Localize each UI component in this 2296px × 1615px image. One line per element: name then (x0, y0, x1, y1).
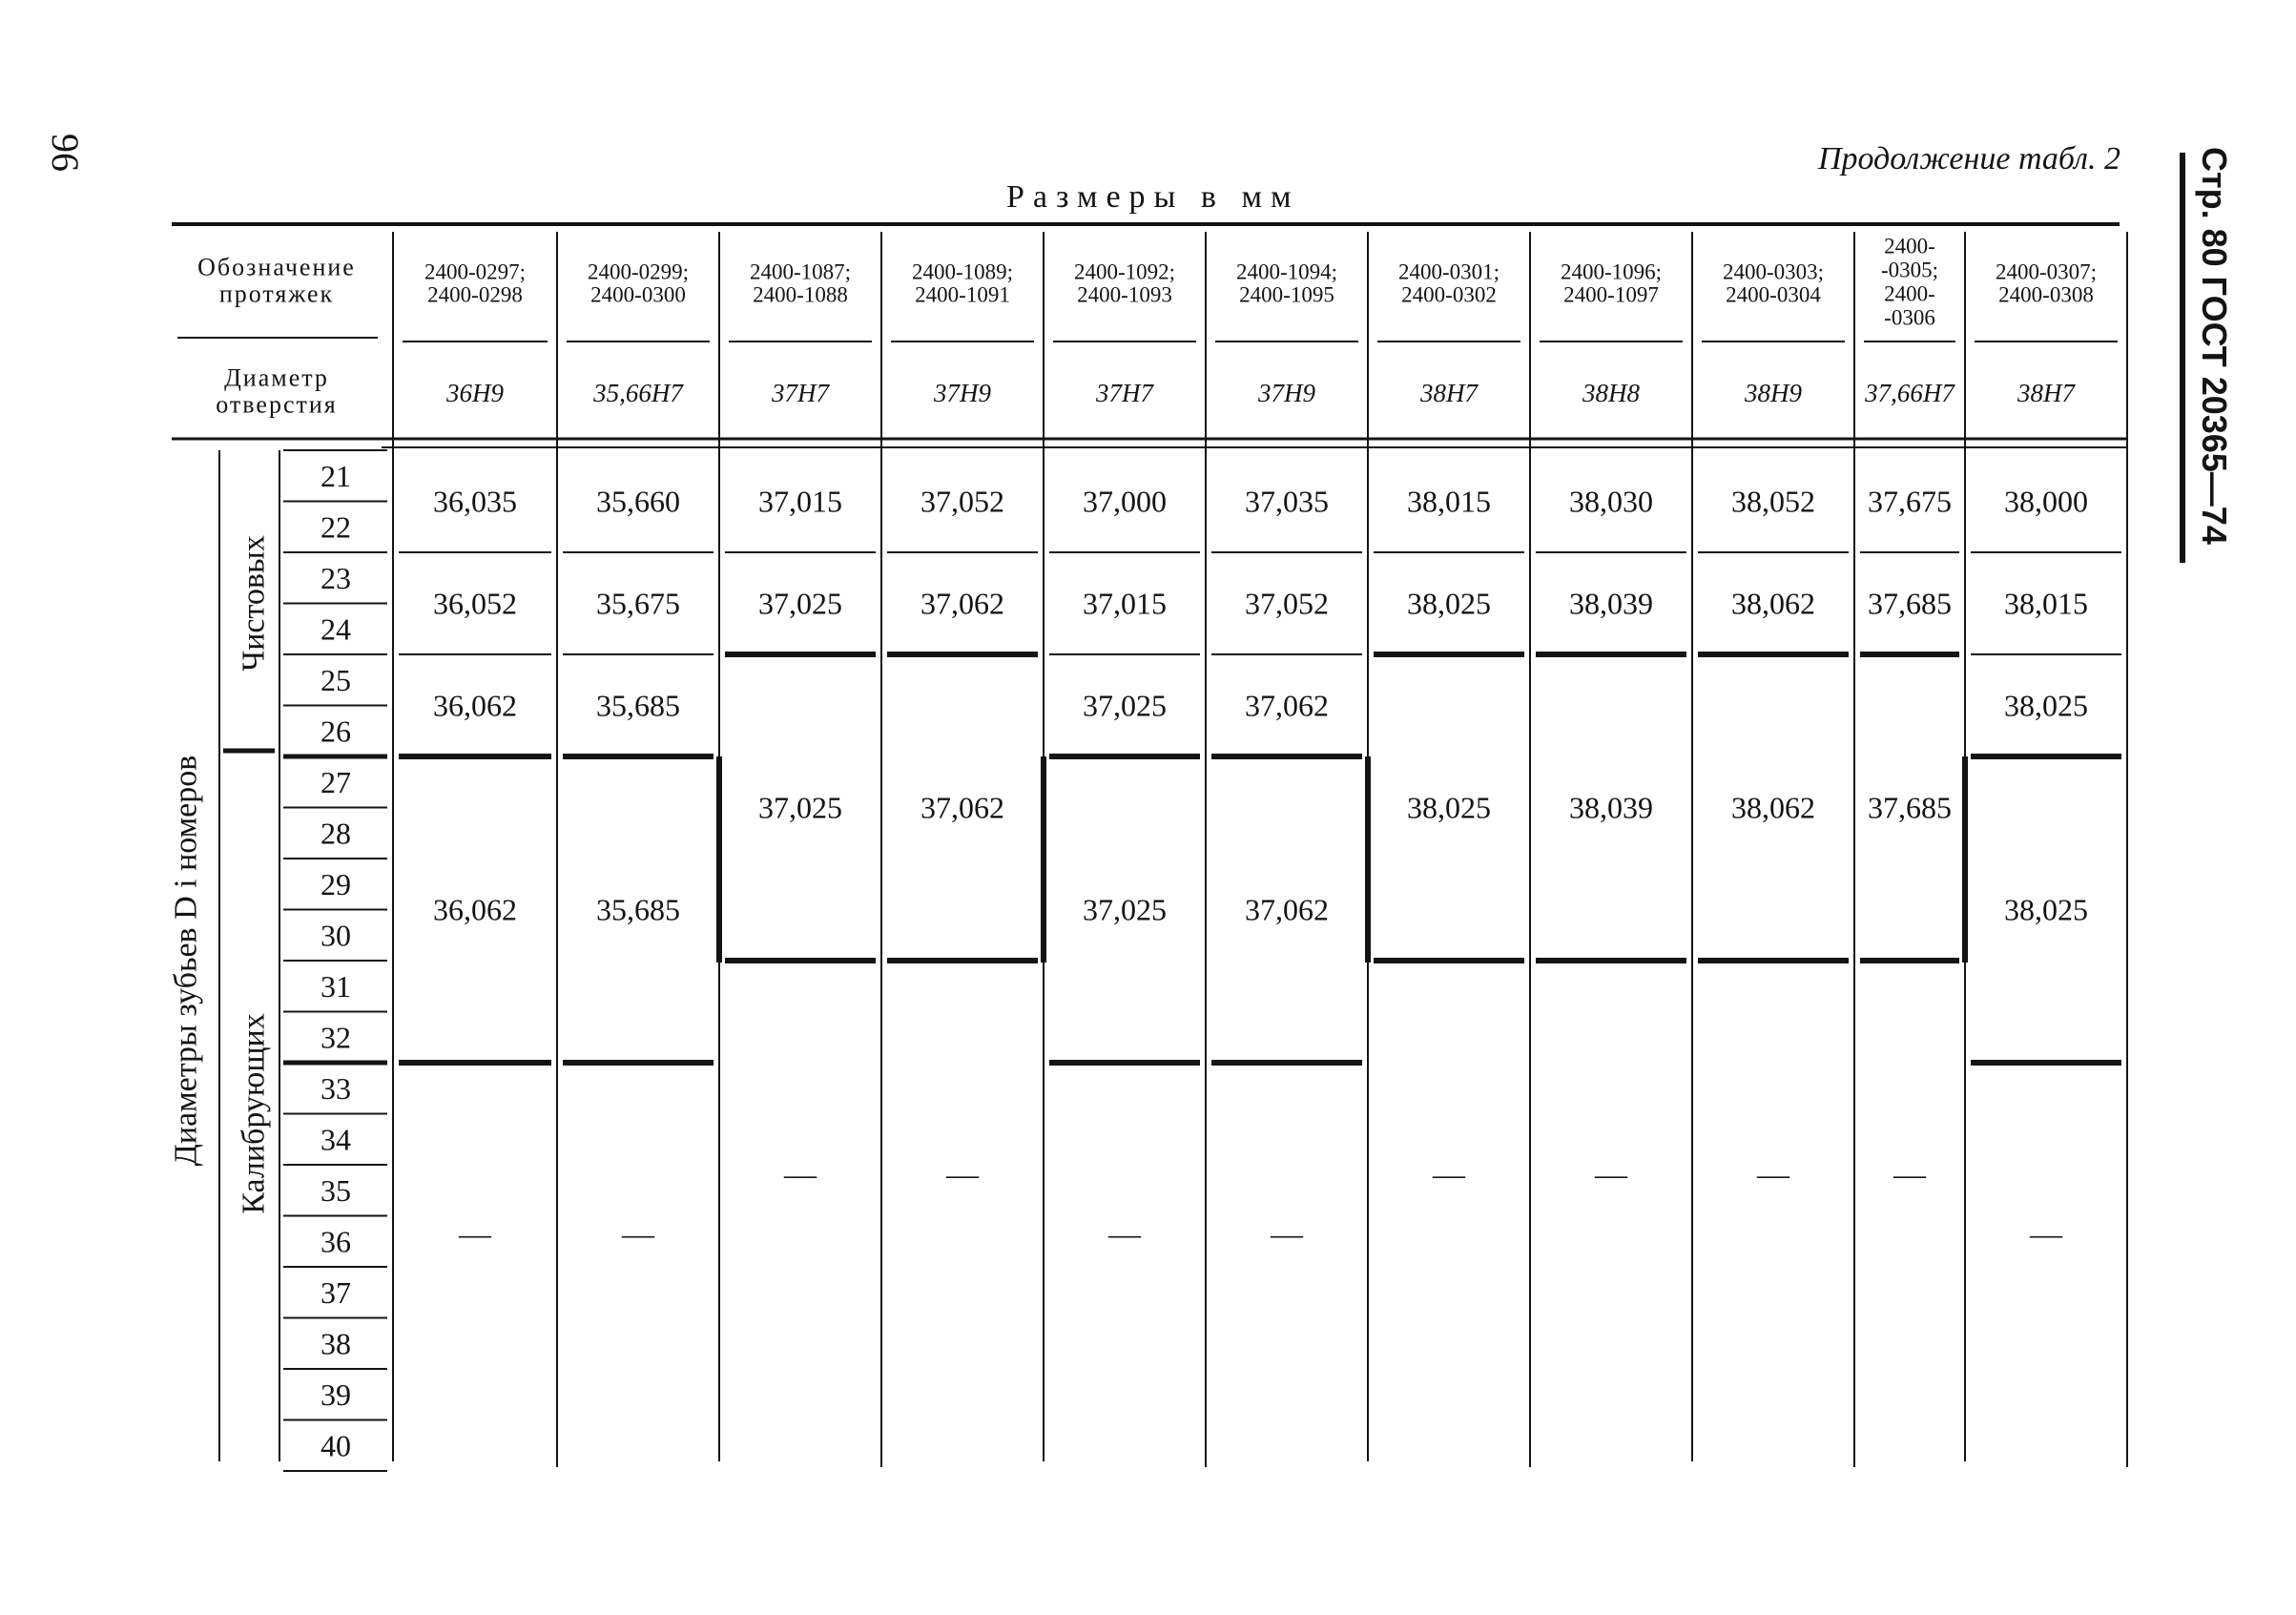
column-designation: 2400-0303; (1722, 259, 1825, 284)
diameter-value: 37,035 (1245, 484, 1329, 519)
row-number: 33 (321, 1070, 351, 1106)
header-hole-label: Диаметр (224, 363, 329, 392)
column-hole-diameter: 36H9 (446, 379, 504, 407)
row-number: 28 (321, 816, 351, 851)
column-designation: 2400-0298 (427, 282, 523, 307)
column-designation: 2400-0304 (1726, 282, 1821, 307)
diameter-value: 35,685 (596, 688, 680, 723)
column-designation: 2400-1091 (915, 282, 1010, 307)
diameter-value: 38,030 (1569, 484, 1653, 519)
side-document-label: Стр. 80 ГОСТ 20365—74 (2195, 147, 2234, 545)
diameter-value: 38,025 (1407, 790, 1491, 825)
diameter-value: 37,015 (758, 484, 842, 519)
column-designation: 2400-1092; (1073, 259, 1176, 284)
empty-cell-dash: — (1271, 1216, 1303, 1253)
diameter-value: 37,025 (758, 586, 842, 621)
column-hole-diameter: 37H9 (1258, 379, 1315, 407)
column-designation: 2400-0307; (1995, 259, 2098, 284)
row-group-label: Диаметры зубьев D i номеров (168, 755, 204, 1167)
column-designation: 2400-0301; (1397, 259, 1500, 284)
column-designation: 2400- (1884, 234, 1935, 259)
column-designation: 2400-0297; (424, 259, 527, 284)
column-hole-diameter: 35,66H7 (593, 379, 683, 407)
diameter-value: 38,052 (1731, 484, 1815, 519)
column-designation: 2400-1094; (1235, 259, 1338, 284)
diameter-value: 37,062 (1245, 688, 1329, 723)
diameter-value: 37,052 (1245, 586, 1329, 621)
diameter-value: 37,062 (920, 586, 1004, 621)
diameter-value: 37,675 (1868, 484, 1952, 519)
continuation-title: Продолжение табл. 2 (1817, 141, 2120, 176)
column-designation: 2400-1087; (749, 259, 852, 284)
column-designation: 2400-1096; (1560, 259, 1663, 284)
diameter-value: 38,000 (2004, 484, 2088, 519)
empty-cell-dash: — (459, 1216, 491, 1253)
row-number: 30 (321, 918, 351, 953)
column-hole-diameter: 38H8 (1582, 379, 1640, 407)
row-number: 31 (321, 968, 351, 1004)
subgroup-finishing-label: Чистовых (236, 535, 272, 672)
diameter-value: 36,052 (433, 586, 517, 621)
page-number: 96 (44, 134, 87, 172)
column-hole-diameter: 38H9 (1745, 379, 1802, 407)
column-designation: 2400-0299; (587, 259, 690, 284)
column-designation: 2400- (1884, 281, 1935, 306)
row-number: 37 (321, 1274, 351, 1310)
header-designation-label: протяжек (218, 280, 335, 308)
empty-cell-dash: — (1108, 1216, 1141, 1253)
diameter-value: 35,675 (596, 586, 680, 621)
row-number: 23 (321, 560, 351, 595)
row-number: 32 (321, 1020, 351, 1055)
row-number: 21 (321, 458, 351, 493)
column-hole-diameter: 37,66H7 (1865, 379, 1955, 407)
diameter-value: 37,052 (920, 484, 1004, 519)
row-number: 29 (321, 866, 351, 901)
column-hole-diameter: 37H7 (772, 379, 829, 407)
row-number: 35 (321, 1172, 351, 1208)
empty-cell-dash: — (1757, 1157, 1789, 1193)
column-hole-diameter: 37H7 (1096, 379, 1153, 407)
row-number: 34 (321, 1122, 351, 1157)
empty-cell-dash: — (1595, 1157, 1627, 1193)
row-number: 27 (321, 764, 351, 799)
diameter-value: 38,015 (2004, 586, 2088, 621)
column-hole-diameter: 38H7 (2017, 379, 2075, 407)
diameter-value: 36,062 (433, 892, 517, 927)
diameter-value: 37,685 (1868, 586, 1952, 621)
empty-cell-dash: — (946, 1157, 979, 1193)
column-designation: 2400-1088 (753, 282, 848, 307)
empty-cell-dash: — (1893, 1157, 1926, 1193)
column-designation: 2400-1097 (1563, 282, 1659, 307)
diameter-value: 38,062 (1731, 586, 1815, 621)
row-number: 22 (321, 509, 351, 545)
diameter-value: 37,685 (1868, 790, 1952, 825)
diameter-value: 36,062 (433, 688, 517, 723)
diameter-value: 37,025 (1083, 688, 1167, 723)
row-number: 24 (321, 611, 351, 647)
column-designation: -0306 (1884, 305, 1935, 330)
diameter-value: 37,062 (1245, 892, 1329, 927)
row-number: 25 (321, 662, 351, 697)
empty-cell-dash: — (2030, 1216, 2062, 1253)
empty-cell-dash: — (622, 1216, 654, 1253)
column-designation: -0305; (1880, 258, 1939, 282)
diameter-value: 37,025 (758, 790, 842, 825)
diameter-value: 38,039 (1569, 586, 1653, 621)
diameter-value: 35,685 (596, 892, 680, 927)
empty-cell-dash: — (1433, 1157, 1465, 1193)
diameter-value: 37,062 (920, 790, 1004, 825)
diameter-value: 35,660 (596, 484, 680, 519)
column-designation: 2400-1093 (1077, 282, 1172, 307)
diameter-value: 38,025 (2004, 892, 2088, 927)
column-designation: 2400-0302 (1401, 282, 1497, 307)
empty-cell-dash: — (784, 1157, 817, 1193)
column-designation: 2400-0308 (1998, 282, 2094, 307)
diameter-value: 37,025 (1083, 892, 1167, 927)
diameter-value: 38,025 (1407, 586, 1491, 621)
diameter-value: 38,025 (2004, 688, 2088, 723)
column-hole-diameter: 38H7 (1420, 379, 1478, 407)
diameter-value: 37,000 (1083, 484, 1167, 519)
column-designation: 2400-1095 (1239, 282, 1334, 307)
diameter-value: 38,062 (1731, 790, 1815, 825)
diameter-value: 38,039 (1569, 790, 1653, 825)
column-designation: 2400-1089; (911, 259, 1014, 284)
header-hole-label: отверстия (216, 390, 338, 419)
row-number: 26 (321, 714, 351, 749)
diameter-value: 38,015 (1407, 484, 1491, 519)
diameter-value: 36,035 (433, 484, 517, 519)
diameter-value: 37,015 (1083, 586, 1167, 621)
header-designation-label: Обозначение (197, 253, 356, 281)
units-caption: Размеры в мм (1006, 179, 1300, 215)
row-number: 39 (321, 1377, 351, 1412)
row-number: 40 (321, 1428, 351, 1463)
column-designation: 2400-0300 (590, 282, 686, 307)
row-number: 36 (321, 1224, 351, 1259)
column-hole-diameter: 37H9 (934, 379, 991, 407)
row-number: 38 (321, 1326, 351, 1361)
subgroup-sizing-label: Калибрующих (236, 1013, 272, 1214)
